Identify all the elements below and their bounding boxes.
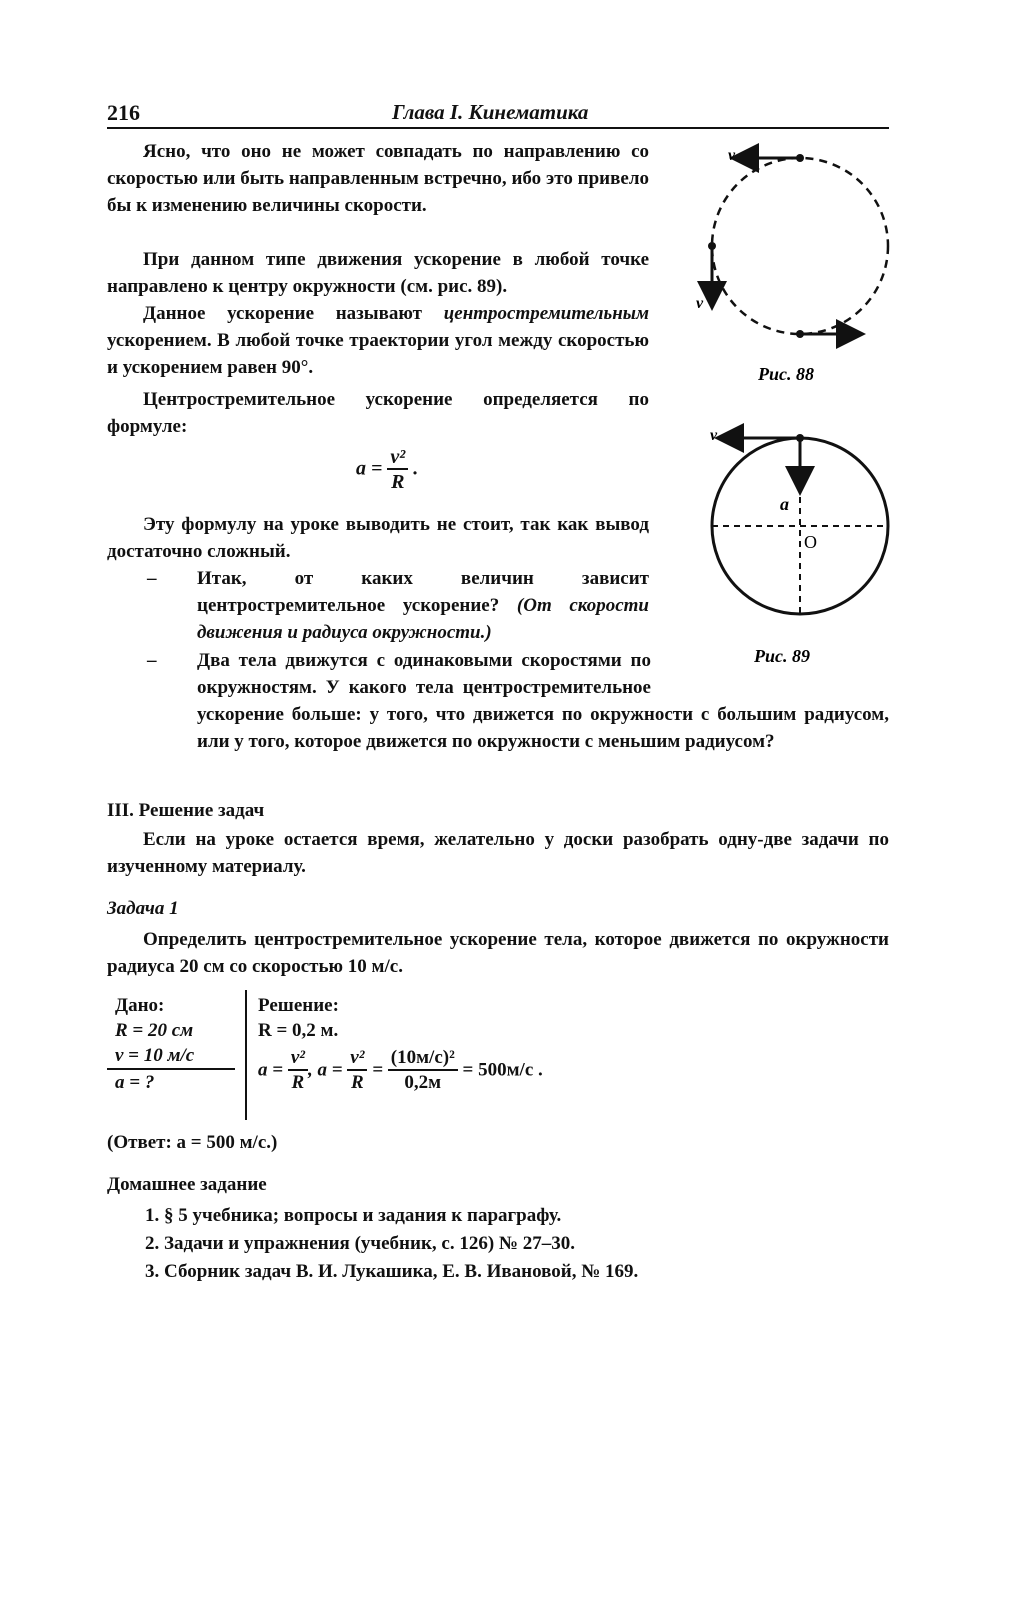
paragraph-3-before: Данное ускорение называют <box>143 303 444 324</box>
paragraph-3 <box>107 300 649 381</box>
dash-2: – <box>147 650 157 671</box>
eq-n1: v² <box>288 1047 308 1071</box>
section-3-heading: III. Решение задач <box>107 800 265 821</box>
fig88-caption: Рис. 88 <box>758 364 814 384</box>
fig88-point-left <box>708 242 716 250</box>
fig88-label-top: v <box>728 147 736 164</box>
fig88-label-left: v <box>696 295 704 312</box>
eq-frac-3 <box>388 1047 458 1095</box>
homework-heading: Домашнее задание <box>107 1174 267 1195</box>
task-1-answer: (Ответ: a = 500 м/с.) <box>107 1132 278 1153</box>
section-3-text: Если на уроке остается время, желательно у доски разобрать одну-две задачи по изученному материалу. <box>107 829 889 877</box>
fig89-caption: Рис. 89 <box>754 646 810 666</box>
given-label: Дано: <box>115 995 165 1016</box>
eq-result: = 500м/с . <box>462 1059 543 1081</box>
task-1-heading: Задача 1 <box>107 898 179 919</box>
homework-item-3: 3. Сборник задач В. И. Лукашика, Е. В. Ивановой, № 169. <box>145 1261 639 1282</box>
homework-item-2: 2. Задачи и упражнения (учебник, с. 126) № 27–30. <box>145 1233 576 1254</box>
fig89-label-a: a <box>780 494 789 514</box>
homework-item-1: 1. § 5 учебника; вопросы и задания к параграфу. <box>145 1205 562 1226</box>
task-1-text: Определить центростремительное ускорение тела, которое движется по окружности радиуса 20 см со скоростью 10 м/с. <box>107 929 889 977</box>
paragraph-3-after: ускорением. В любой точке траектории угол между скоростью и ускорением равен 90°. <box>107 330 649 378</box>
formula-num: v² <box>387 446 408 470</box>
figure-89 <box>690 420 900 670</box>
eq-frac-2 <box>347 1047 367 1095</box>
formula-tail: . <box>413 457 419 480</box>
eq-d1: R <box>291 1072 305 1093</box>
given-block <box>107 993 247 1120</box>
paragraph-5: Эту формулу на уроке выводить не стоит, так как вывод достаточно сложный. <box>107 514 649 562</box>
question-1-text: Итак, от каких величин зависит центростремительное ускорение? <box>197 568 649 616</box>
chapter-title: Глава I. Кинематика <box>392 100 589 124</box>
eq-d2: R <box>351 1072 364 1093</box>
formula-lhs: a = <box>356 457 383 480</box>
question-1 <box>147 565 649 646</box>
given-r: R = 20 см <box>115 1020 194 1041</box>
eq-n2: v² <box>347 1047 367 1071</box>
formula-den: R <box>391 471 405 493</box>
formula-centripetal <box>356 446 418 494</box>
fig89-label-o: O <box>804 532 817 552</box>
formula-fraction <box>387 446 408 494</box>
question-2-text: Два тела движутся с одинаковыми скоростями по окружностям. У какого тела центростремительное ускорение больше: у того, что движется по окружности с большим радиусом, или у того, которое движется по окружности с меньшим радиусом? <box>197 650 889 752</box>
eq-a1: a = <box>258 1059 284 1081</box>
dash-1: – <box>147 568 157 589</box>
paragraph-2: При данном типе движения ускорение в любой точке направлено к центру окружности (см. рис. 89). <box>107 249 649 297</box>
fig89-label-v: v <box>710 427 718 444</box>
solution-line-1: R = 0,2 м. <box>258 1020 339 1041</box>
given-divider <box>245 990 247 1120</box>
solution-block <box>258 993 543 1095</box>
eq-frac-1 <box>288 1047 308 1095</box>
eq-a2: , a = <box>307 1059 343 1081</box>
question-1-answer: (От скорости движения и радиуса окружности.) <box>197 595 649 643</box>
fig88-point-bottom <box>796 330 804 338</box>
solution-label: Решение: <box>258 995 339 1016</box>
fig88-trajectory <box>712 158 888 334</box>
header-rule <box>107 127 889 129</box>
eq-eq3: = <box>372 1059 384 1081</box>
solution-equation <box>258 1047 543 1095</box>
given-v: v = 10 м/с <box>107 1043 235 1070</box>
find-a: a = ? <box>115 1072 155 1093</box>
fig89-point <box>796 434 804 442</box>
paragraph-4: Центростремительное ускорение определяется по формуле: <box>107 389 649 437</box>
figure-88 <box>690 140 900 390</box>
eq-n3: (10м/с)² <box>388 1047 458 1071</box>
fig88-point-top <box>796 154 804 162</box>
term-centripetal: центростремительным <box>443 303 649 324</box>
paragraph-1: Ясно, что оно не может совпадать по направлению со скоростью или быть направленным встречно, ибо это привело бы к изменению величины скорости. <box>107 141 649 216</box>
page-number: 216 <box>107 100 140 125</box>
eq-d3: 0,2м <box>404 1072 442 1093</box>
